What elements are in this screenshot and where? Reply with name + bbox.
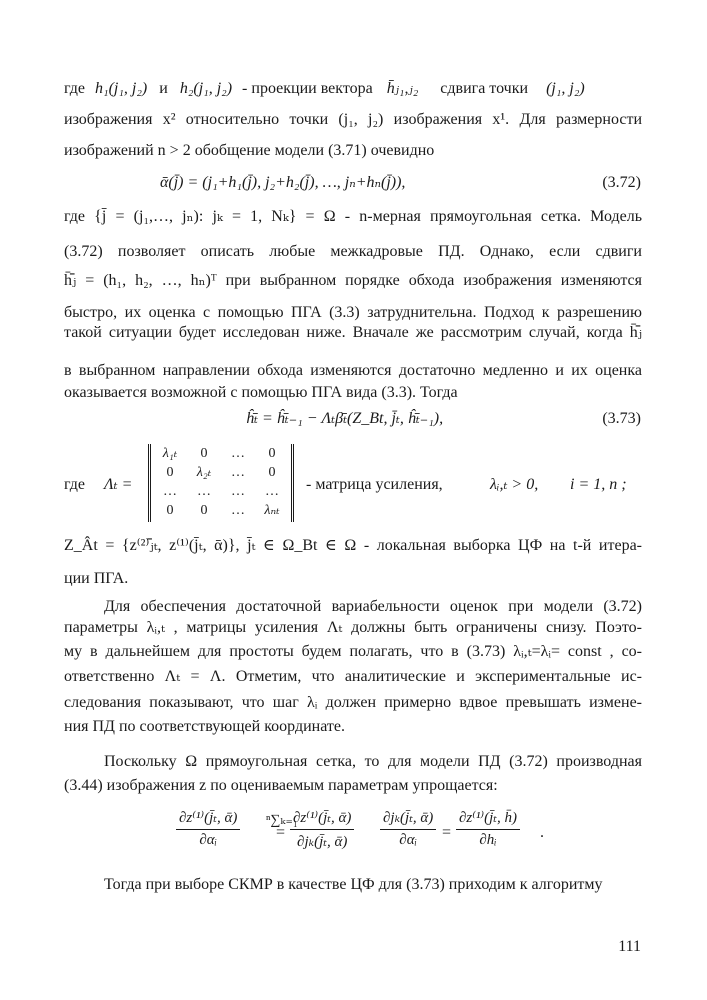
text-line-23: (3.44) изображения z по оцениваемым параметрам упрощается: [64,777,498,794]
equation-period: . [540,824,544,841]
text-line-21: ния ПД по соответствующей координате. [64,718,345,735]
derivative-lhs: $\frac{\text{∂z⁽¹⁾(j̄ₜ, ᾱ)}}{\text{∂αᵢ}}$ [176,808,240,849]
text-line-14: Z_Ât = {z⁽²⁾ⱼ̄ₜ, z⁽¹⁾(j̄ₜ, ᾱ)}, j̄ₜ ∈ Ω_Bt ∈ Ω - локальная выборка ЦФ на t-й итера- [64,537,642,554]
equals-sign: = [276,824,286,841]
equals-sign-2: = [442,824,452,841]
text-line-11: оказывается возможной с помощью ПГА вида (3.3). Тогда [64,384,458,401]
text-line-15: ции ПГА. [64,570,129,587]
index-range: i = 1, n ; [570,476,627,493]
derivative-mid-2: $\frac{\text{∂jₖ(j̄ₜ, ᾱ)}}{\text{∂αᵢ}}$ [380,808,436,849]
text-line-8: быстро, их оценка с помощью ПГА (3.3) затруднительна. Подход к разрешению [64,304,642,321]
lambda-condition: λᵢ,ₜ > 0, [490,476,539,493]
derivative-rhs: $\frac{\text{∂z⁽¹⁾(j̄ₜ, h̄)}}{\text{∂hᵢ}}$ [456,808,520,849]
text-line-7: h̄ⱼ̄ = (h₁, h₂, …, hₙ)ᵀ при выбранном порядке обхода изображения изменяются [64,272,642,289]
text-line-18: му в дальнейшем для простоты будем полагать, что в (3.73) λᵢ,ₜ=λᵢ= const , со- [64,643,642,660]
matrix-row: … … … … [163,484,279,499]
text-line-16: Для обеспечения достаточной вариабельности оценок при модели (3.72) [104,598,642,615]
text-line-5: где {j̄ = (j₁,…, jₙ): jₖ = 1, Nₖ} = Ω - n-мерная прямоугольная сетка. Модель [64,208,642,225]
equation-3-72: ᾱ(j̄) = (j₁+h₁(j̄), j₂+h₂(j̄), …, jₙ+hₙ(j̄)), [160,174,406,191]
text-line-1: где h₁(j₁, j₂) и h₂(j₁, j₂) - проекции вектора h̄ⱼ₁,ⱼ₂ сдвига точки (j₁, j₂) [64,80,585,97]
text-line-9: такой ситуации будет исследован ниже. Вначале же рассмотрим случай, когда h̄ⱼ̄ [64,324,642,341]
derivative-mid-1: $\frac{\text{∂z⁽¹⁾(j̄ₜ, ᾱ)}}{\text{∂jₖ(j̄ₜ, ᾱ)}}$ [290,808,354,851]
text-line-2: изображения x² относительно точки (j₁, j₂) изображения x¹. Для размерности [64,111,642,128]
text-line-10: в выбранном направлении обхода изменяются достаточно медленно и их оценка [64,362,642,379]
sum-symbol: ⁿ∑ₖ₌₁ [266,813,298,828]
matrix-row: λ₁ₜ 0 … 0 [162,446,276,461]
matrix-lhs: Λₜ = [104,476,133,493]
equation-3-73: ĥ̄ₜ = ĥ̄ₜ₋₁ − Λₜβ̄ₜ(Z_Bt, j̄ₜ, ĥ̄ₜ₋₁), [246,410,444,427]
matrix-row: 0 0 … λₙₜ [166,503,280,518]
text-line-19: ответственно Λₜ = Λ. Отметим, что аналитические и экспериментальные ис- [64,668,642,685]
gain-matrix [148,444,294,522]
text-line-22: Поскольку Ω прямоугольная сетка, то для модели ПД (3.72) производная [104,753,642,770]
page-number: 111 [618,938,641,955]
text-line-20: следования показывают, что шаг λᵢ должен примерно вдвое превышать измене- [64,694,642,711]
text-line-17: параметры λᵢ,ₜ , матрицы усиления Λₜ должны быть ограничены снизу. Поэто- [64,619,642,636]
matrix-row: 0 λ₂ₜ … 0 [166,465,276,480]
equation-number-3-73: (3.73) [602,410,641,427]
text-line-3: изображений n > 2 обобщение модели (3.71) очевидно [64,142,435,159]
text-line-25: Тогда при выборе СКМР в качестве ЦФ для (3.73) приходим к алгоритму [104,876,603,893]
text-line-6: (3.72) позволяет описать любые межкадровые ПД. Однако, если сдвиги [64,243,642,260]
equation-number-3-72: (3.72) [602,174,641,191]
matrix-line-prefix: где [64,476,86,493]
matrix-description: - матрица усиления, [306,476,443,493]
